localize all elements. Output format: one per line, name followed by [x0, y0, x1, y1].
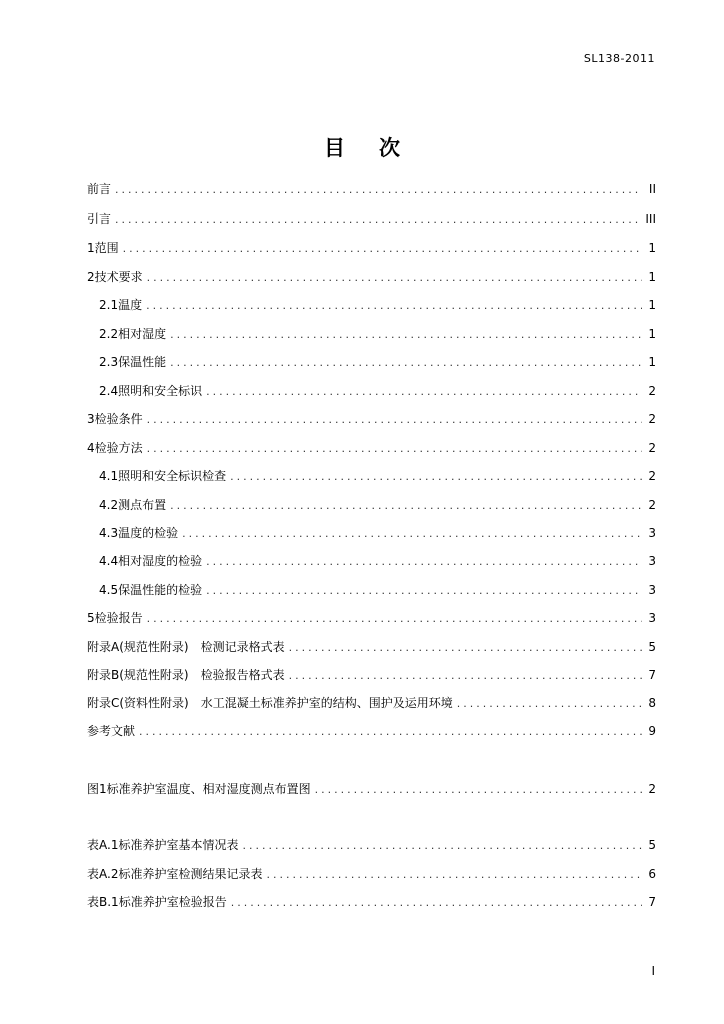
figure-label: 标准养护室温度、相对湿度测点布置图 — [106, 782, 311, 796]
toc-entry-page: 2 — [648, 469, 656, 483]
toc-subentry[interactable] — [99, 382, 656, 400]
toc-entry-label: 范围 — [94, 241, 119, 255]
footer-page-number: I — [651, 964, 655, 978]
dot-leader — [457, 695, 642, 713]
dot-leader — [115, 181, 642, 199]
dot-leader — [206, 553, 642, 571]
toc-subentry[interactable] — [99, 467, 656, 485]
dot-leader — [206, 582, 642, 600]
toc-entry-label: 照明和安全标识 — [118, 384, 203, 398]
figure-page: 2 — [648, 782, 656, 796]
dot-leader — [115, 211, 641, 229]
toc-entry-label: 温度 — [118, 298, 143, 312]
toc-entry-page: 3 — [648, 526, 656, 540]
table-number: 表A.2 — [87, 867, 119, 881]
toc-subentry[interactable] — [99, 552, 656, 570]
dot-leader — [139, 723, 642, 741]
toc-entry-page: 7 — [648, 668, 656, 682]
document-header-code: SL138-2011 — [583, 52, 655, 65]
dot-leader — [146, 297, 642, 315]
dot-leader — [170, 354, 642, 372]
toc-entry[interactable] — [87, 410, 656, 428]
toc-entry-number: 4.4 — [99, 554, 119, 568]
toc-entry-label: 检验条件 — [94, 412, 143, 426]
toc-entry-page: 2 — [648, 498, 656, 512]
toc-subentry[interactable] — [99, 524, 656, 542]
toc-entry[interactable] — [87, 239, 656, 257]
toc-entry-page: 3 — [648, 611, 656, 625]
toc-entry-page: 3 — [648, 554, 656, 568]
toc-entry-page: II — [648, 182, 656, 196]
toc-entry-page: 1 — [648, 298, 656, 312]
toc-entry-page: 3 — [648, 583, 656, 597]
toc-entry-number: 4.5 — [99, 583, 119, 597]
toc-entry[interactable] — [87, 210, 656, 228]
toc-entry-appendix-c[interactable] — [87, 694, 656, 712]
figure-list-entry[interactable] — [87, 780, 656, 798]
toc-entry-label: 附录C(资料性附录) 水工混凝土标准养护室的结构、围护及运用环境 — [87, 696, 453, 710]
toc-entry-number: 3 — [87, 412, 95, 426]
toc-entry-number: 4.1 — [99, 469, 119, 483]
toc-entry-label: 相对湿度 — [118, 327, 167, 341]
toc-entry-page: 2 — [648, 412, 656, 426]
table-label: 标准养护室检验报告 — [118, 895, 227, 909]
toc-entry-label: 温度的检验 — [118, 526, 179, 540]
toc-subentry[interactable] — [99, 353, 656, 371]
toc-entry[interactable] — [87, 439, 656, 457]
toc-entry-number: 5 — [87, 611, 95, 625]
toc-entry-number: 4.2 — [99, 498, 119, 512]
toc-entry-page: 5 — [648, 640, 656, 654]
toc-subentry[interactable] — [99, 581, 656, 599]
table-number: 表A.1 — [87, 838, 119, 852]
dot-leader — [147, 411, 642, 429]
dot-leader — [231, 894, 642, 912]
toc-entry-label: 检验报告 — [94, 611, 143, 625]
toc-entry-page: 1 — [648, 327, 656, 341]
toc-entry-page: 2 — [648, 384, 656, 398]
toc-entry-label: 检验方法 — [94, 441, 143, 455]
dot-leader — [230, 468, 642, 486]
figure-number: 图1 — [87, 782, 107, 796]
dot-leader — [147, 440, 642, 458]
table-page: 6 — [648, 867, 656, 881]
dot-leader — [242, 837, 642, 855]
table-label: 标准养护室基本情况表 — [118, 838, 239, 852]
toc-entry-label: 测点布置 — [118, 498, 167, 512]
dot-leader — [170, 497, 642, 515]
dot-leader — [289, 639, 642, 657]
dot-leader — [315, 781, 642, 799]
toc-entry-label: 照明和安全标识检查 — [118, 469, 227, 483]
table-page: 7 — [648, 895, 656, 909]
toc-entry-page: III — [645, 212, 656, 226]
table-list-entry[interactable] — [87, 893, 656, 911]
toc-entry-label: 附录B(规范性附录) 检验报告格式表 — [87, 668, 285, 682]
toc-entry-label: 技术要求 — [94, 270, 143, 284]
dot-leader — [206, 383, 642, 401]
toc-entry[interactable] — [87, 180, 656, 198]
toc-entry-label: 保温性能的检验 — [118, 583, 203, 597]
toc-entry-label: 参考文献 — [87, 724, 136, 738]
toc-subentry[interactable] — [99, 296, 656, 314]
toc-entry-appendix-b[interactable] — [87, 666, 656, 684]
toc-entry-number: 4.3 — [99, 526, 119, 540]
toc-entry-page: 2 — [648, 441, 656, 455]
dot-leader — [266, 866, 642, 884]
dot-leader — [182, 525, 642, 543]
toc-entry-number: 2.4 — [99, 384, 119, 398]
toc-entry[interactable] — [87, 609, 656, 627]
toc-entry-page: 1 — [648, 241, 656, 255]
dot-leader — [170, 326, 642, 344]
toc-entry-label: 附录A(规范性附录) 检测记录格式表 — [87, 640, 285, 654]
toc-entry-appendix-a[interactable] — [87, 638, 656, 656]
toc-entry-label: 引言 — [87, 212, 112, 226]
dot-leader — [289, 667, 642, 685]
table-list-entry[interactable] — [87, 865, 656, 883]
dot-leader — [123, 240, 642, 258]
toc-subentry[interactable] — [99, 496, 656, 514]
toc-entry-label: 保温性能 — [118, 355, 167, 369]
title-char-2: 次 — [379, 136, 400, 160]
toc-entry-page: 1 — [648, 270, 656, 284]
table-label: 标准养护室检测结果记录表 — [118, 867, 263, 881]
toc-entry-label: 相对湿度的检验 — [118, 554, 203, 568]
title-char-1: 目 — [324, 136, 345, 160]
toc-entry-page: 8 — [648, 696, 656, 710]
toc-entry-number: 2.3 — [99, 355, 119, 369]
table-list-entry[interactable] — [87, 836, 656, 854]
dot-leader — [147, 269, 642, 287]
toc-entry-number: 4 — [87, 441, 95, 455]
page-title — [0, 132, 724, 162]
table-number: 表B.1 — [87, 895, 119, 909]
toc-entry-number: 2.1 — [99, 298, 119, 312]
toc-entry-label: 前言 — [87, 182, 112, 196]
dot-leader — [147, 610, 642, 628]
toc-subentry[interactable] — [99, 325, 656, 343]
toc-entry-page: 9 — [648, 724, 656, 738]
toc-entry-number: 1 — [87, 241, 95, 255]
toc-entry-page: 1 — [648, 355, 656, 369]
toc-entry-number: 2.2 — [99, 327, 119, 341]
toc-entry-number: 2 — [87, 270, 95, 284]
toc-entry[interactable] — [87, 268, 656, 286]
table-page: 5 — [648, 838, 656, 852]
toc-entry-references[interactable] — [87, 722, 656, 740]
